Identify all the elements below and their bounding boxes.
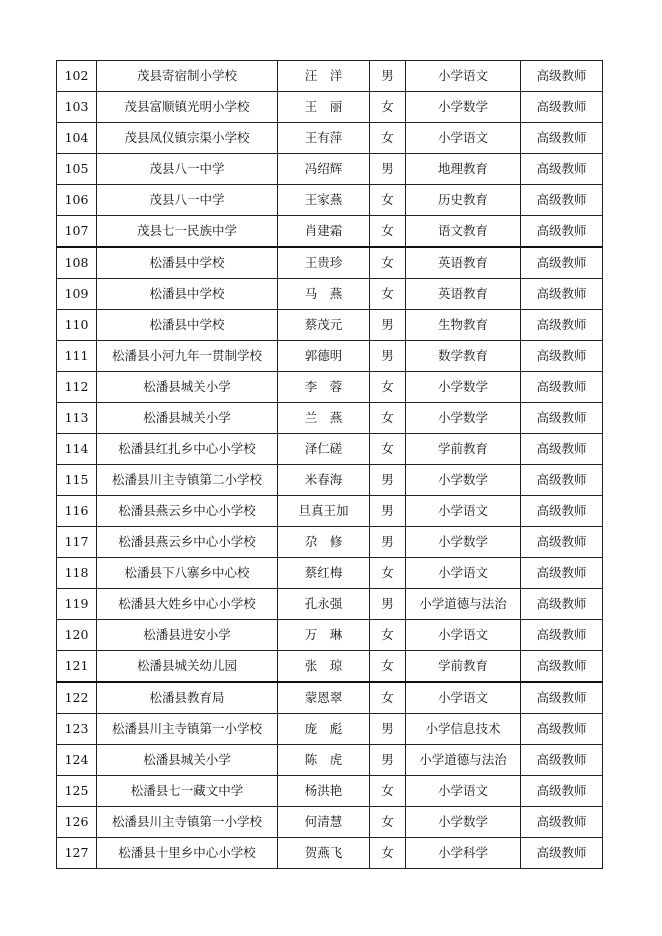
table-row (57, 154, 603, 185)
title-cell: 高级教师 (521, 216, 603, 248)
title-cell: 高级教师 (521, 620, 603, 651)
school-cell: 松潘县教育局 (97, 682, 278, 714)
title-cell: 高级教师 (521, 527, 603, 558)
subject-cell: 小学数学 (406, 465, 521, 496)
row-number-cell: 126 (57, 807, 97, 838)
school-cell: 茂县凤仪镇宗渠小学校 (97, 123, 278, 154)
table-row (57, 372, 603, 403)
teacher-name-cell: 王贵珍 (278, 247, 370, 279)
subject-cell: 历史教育 (406, 185, 521, 216)
gender-cell: 女 (370, 776, 406, 807)
gender-cell: 男 (370, 341, 406, 372)
table-row (57, 682, 603, 714)
school-cell: 松潘县七一藏文中学 (97, 776, 278, 807)
subject-cell: 小学语文 (406, 558, 521, 589)
row-number-cell: 103 (57, 92, 97, 123)
title-cell: 高级教师 (521, 776, 603, 807)
title-cell: 高级教师 (521, 434, 603, 465)
row-number-cell: 127 (57, 838, 97, 869)
row-number-cell: 108 (57, 247, 97, 279)
gender-cell: 女 (370, 620, 406, 651)
school-cell: 松潘县城关小学 (97, 745, 278, 776)
table-row (57, 745, 603, 776)
table-row (57, 838, 603, 869)
gender-cell: 女 (370, 185, 406, 216)
title-cell: 高级教师 (521, 61, 603, 92)
table-row (57, 776, 603, 807)
teacher-name-cell: 蔡茂元 (278, 310, 370, 341)
teacher-name-cell: 王家燕 (278, 185, 370, 216)
row-number-cell: 112 (57, 372, 97, 403)
table-row (57, 620, 603, 651)
gender-cell: 男 (370, 496, 406, 527)
teacher-name-cell: 何清慧 (278, 807, 370, 838)
school-cell: 松潘县燕云乡中心小学校 (97, 527, 278, 558)
teacher-name-cell: 汪 洋 (278, 61, 370, 92)
teacher-name-cell: 旦真王加 (278, 496, 370, 527)
teacher-name-cell: 张 琼 (278, 651, 370, 683)
title-cell: 高级教师 (521, 403, 603, 434)
school-cell: 松潘县中学校 (97, 310, 278, 341)
teacher-roster-table (56, 60, 603, 869)
table-row (57, 61, 603, 92)
teacher-name-cell: 兰 燕 (278, 403, 370, 434)
teacher-name-cell: 杨洪艳 (278, 776, 370, 807)
gender-cell: 女 (370, 807, 406, 838)
subject-cell: 小学语文 (406, 496, 521, 527)
row-number-cell: 121 (57, 651, 97, 683)
school-cell: 松潘县城关小学 (97, 372, 278, 403)
gender-cell: 女 (370, 216, 406, 248)
school-cell: 松潘县城关幼儿园 (97, 651, 278, 683)
table-row (57, 434, 603, 465)
gender-cell: 女 (370, 279, 406, 310)
school-cell: 茂县八一中学 (97, 185, 278, 216)
row-number-cell: 120 (57, 620, 97, 651)
table-row (57, 465, 603, 496)
table-row (57, 403, 603, 434)
school-cell: 松潘县燕云乡中心小学校 (97, 496, 278, 527)
teacher-name-cell: 庞 彪 (278, 714, 370, 745)
subject-cell: 学前教育 (406, 434, 521, 465)
subject-cell: 英语教育 (406, 247, 521, 279)
gender-cell: 女 (370, 434, 406, 465)
school-cell: 松潘县小河九年一贯制学校 (97, 341, 278, 372)
gender-cell: 男 (370, 714, 406, 745)
school-cell: 松潘县城关小学 (97, 403, 278, 434)
school-cell: 茂县富顺镇光明小学校 (97, 92, 278, 123)
row-number-cell: 122 (57, 682, 97, 714)
subject-cell: 小学语文 (406, 776, 521, 807)
school-cell: 松潘县红扎乡中心小学校 (97, 434, 278, 465)
title-cell: 高级教师 (521, 341, 603, 372)
table-row (57, 807, 603, 838)
teacher-name-cell: 蒙恩翠 (278, 682, 370, 714)
subject-cell: 小学语文 (406, 682, 521, 714)
table-row (57, 123, 603, 154)
title-cell: 高级教师 (521, 310, 603, 341)
title-cell: 高级教师 (521, 558, 603, 589)
subject-cell: 生物教育 (406, 310, 521, 341)
teacher-name-cell: 王 丽 (278, 92, 370, 123)
subject-cell: 语文教育 (406, 216, 521, 248)
gender-cell: 男 (370, 527, 406, 558)
subject-cell: 英语教育 (406, 279, 521, 310)
school-cell: 松潘县十里乡中心小学校 (97, 838, 278, 869)
title-cell: 高级教师 (521, 279, 603, 310)
teacher-name-cell: 贺燕飞 (278, 838, 370, 869)
row-number-cell: 106 (57, 185, 97, 216)
school-cell: 松潘县中学校 (97, 279, 278, 310)
table-row (57, 92, 603, 123)
school-cell: 松潘县川主寺镇第一小学校 (97, 807, 278, 838)
subject-cell: 地理教育 (406, 154, 521, 185)
table-row (57, 216, 603, 248)
gender-cell: 男 (370, 310, 406, 341)
title-cell: 高级教师 (521, 745, 603, 776)
gender-cell: 男 (370, 589, 406, 620)
subject-cell: 小学语文 (406, 620, 521, 651)
title-cell: 高级教师 (521, 682, 603, 714)
subject-cell: 小学数学 (406, 527, 521, 558)
subject-cell: 小学道德与法治 (406, 589, 521, 620)
row-number-cell: 118 (57, 558, 97, 589)
table-row (57, 279, 603, 310)
title-cell: 高级教师 (521, 714, 603, 745)
gender-cell: 女 (370, 651, 406, 683)
gender-cell: 女 (370, 838, 406, 869)
table-row (57, 589, 603, 620)
teacher-name-cell: 郭德明 (278, 341, 370, 372)
school-cell: 茂县七一民族中学 (97, 216, 278, 248)
subject-cell: 小学数学 (406, 807, 521, 838)
subject-cell: 小学道德与法治 (406, 745, 521, 776)
teacher-name-cell: 泽仁磋 (278, 434, 370, 465)
subject-cell: 小学数学 (406, 372, 521, 403)
roster-body (57, 61, 603, 869)
teacher-name-cell: 陈 虎 (278, 745, 370, 776)
school-cell: 松潘县大姓乡中心小学校 (97, 589, 278, 620)
row-number-cell: 107 (57, 216, 97, 248)
gender-cell: 女 (370, 372, 406, 403)
subject-cell: 数学教育 (406, 341, 521, 372)
gender-cell: 女 (370, 92, 406, 123)
row-number-cell: 119 (57, 589, 97, 620)
subject-cell: 小学信息技术 (406, 714, 521, 745)
subject-cell: 学前教育 (406, 651, 521, 683)
gender-cell: 女 (370, 403, 406, 434)
table-row (57, 714, 603, 745)
subject-cell: 小学科学 (406, 838, 521, 869)
row-number-cell: 123 (57, 714, 97, 745)
teacher-name-cell: 李 蓉 (278, 372, 370, 403)
teacher-name-cell: 马 燕 (278, 279, 370, 310)
title-cell: 高级教师 (521, 123, 603, 154)
row-number-cell: 116 (57, 496, 97, 527)
school-cell: 茂县八一中学 (97, 154, 278, 185)
row-number-cell: 105 (57, 154, 97, 185)
teacher-name-cell: 冯绍辉 (278, 154, 370, 185)
title-cell: 高级教师 (521, 838, 603, 869)
gender-cell: 女 (370, 682, 406, 714)
title-cell: 高级教师 (521, 496, 603, 527)
table-row (57, 558, 603, 589)
subject-cell: 小学数学 (406, 92, 521, 123)
table-row (57, 341, 603, 372)
title-cell: 高级教师 (521, 807, 603, 838)
school-cell: 松潘县进安小学 (97, 620, 278, 651)
row-number-cell: 111 (57, 341, 97, 372)
gender-cell: 女 (370, 247, 406, 279)
gender-cell: 男 (370, 465, 406, 496)
title-cell: 高级教师 (521, 154, 603, 185)
school-cell: 松潘县中学校 (97, 247, 278, 279)
subject-cell: 小学语文 (406, 61, 521, 92)
row-number-cell: 114 (57, 434, 97, 465)
teacher-name-cell: 蔡红梅 (278, 558, 370, 589)
teacher-name-cell: 米春海 (278, 465, 370, 496)
row-number-cell: 113 (57, 403, 97, 434)
table-row (57, 310, 603, 341)
title-cell: 高级教师 (521, 589, 603, 620)
school-cell: 茂县寄宿制小学校 (97, 61, 278, 92)
row-number-cell: 109 (57, 279, 97, 310)
row-number-cell: 125 (57, 776, 97, 807)
teacher-name-cell: 万 琳 (278, 620, 370, 651)
title-cell: 高级教师 (521, 92, 603, 123)
teacher-name-cell: 王有萍 (278, 123, 370, 154)
school-cell: 松潘县川主寺镇第二小学校 (97, 465, 278, 496)
teacher-name-cell: 肖建霜 (278, 216, 370, 248)
title-cell: 高级教师 (521, 651, 603, 683)
school-cell: 松潘县下八寨乡中心校 (97, 558, 278, 589)
row-number-cell: 110 (57, 310, 97, 341)
subject-cell: 小学语文 (406, 123, 521, 154)
table-row (57, 247, 603, 279)
title-cell: 高级教师 (521, 372, 603, 403)
row-number-cell: 124 (57, 745, 97, 776)
subject-cell: 小学数学 (406, 403, 521, 434)
gender-cell: 男 (370, 154, 406, 185)
teacher-name-cell: 孔永强 (278, 589, 370, 620)
table-row (57, 651, 603, 683)
table-row (57, 496, 603, 527)
gender-cell: 男 (370, 745, 406, 776)
gender-cell: 男 (370, 61, 406, 92)
title-cell: 高级教师 (521, 465, 603, 496)
school-cell: 松潘县川主寺镇第一小学校 (97, 714, 278, 745)
title-cell: 高级教师 (521, 247, 603, 279)
table-row (57, 527, 603, 558)
row-number-cell: 102 (57, 61, 97, 92)
teacher-name-cell: 尕 修 (278, 527, 370, 558)
title-cell: 高级教师 (521, 185, 603, 216)
gender-cell: 女 (370, 123, 406, 154)
row-number-cell: 115 (57, 465, 97, 496)
row-number-cell: 117 (57, 527, 97, 558)
gender-cell: 女 (370, 558, 406, 589)
table-row (57, 185, 603, 216)
row-number-cell: 104 (57, 123, 97, 154)
